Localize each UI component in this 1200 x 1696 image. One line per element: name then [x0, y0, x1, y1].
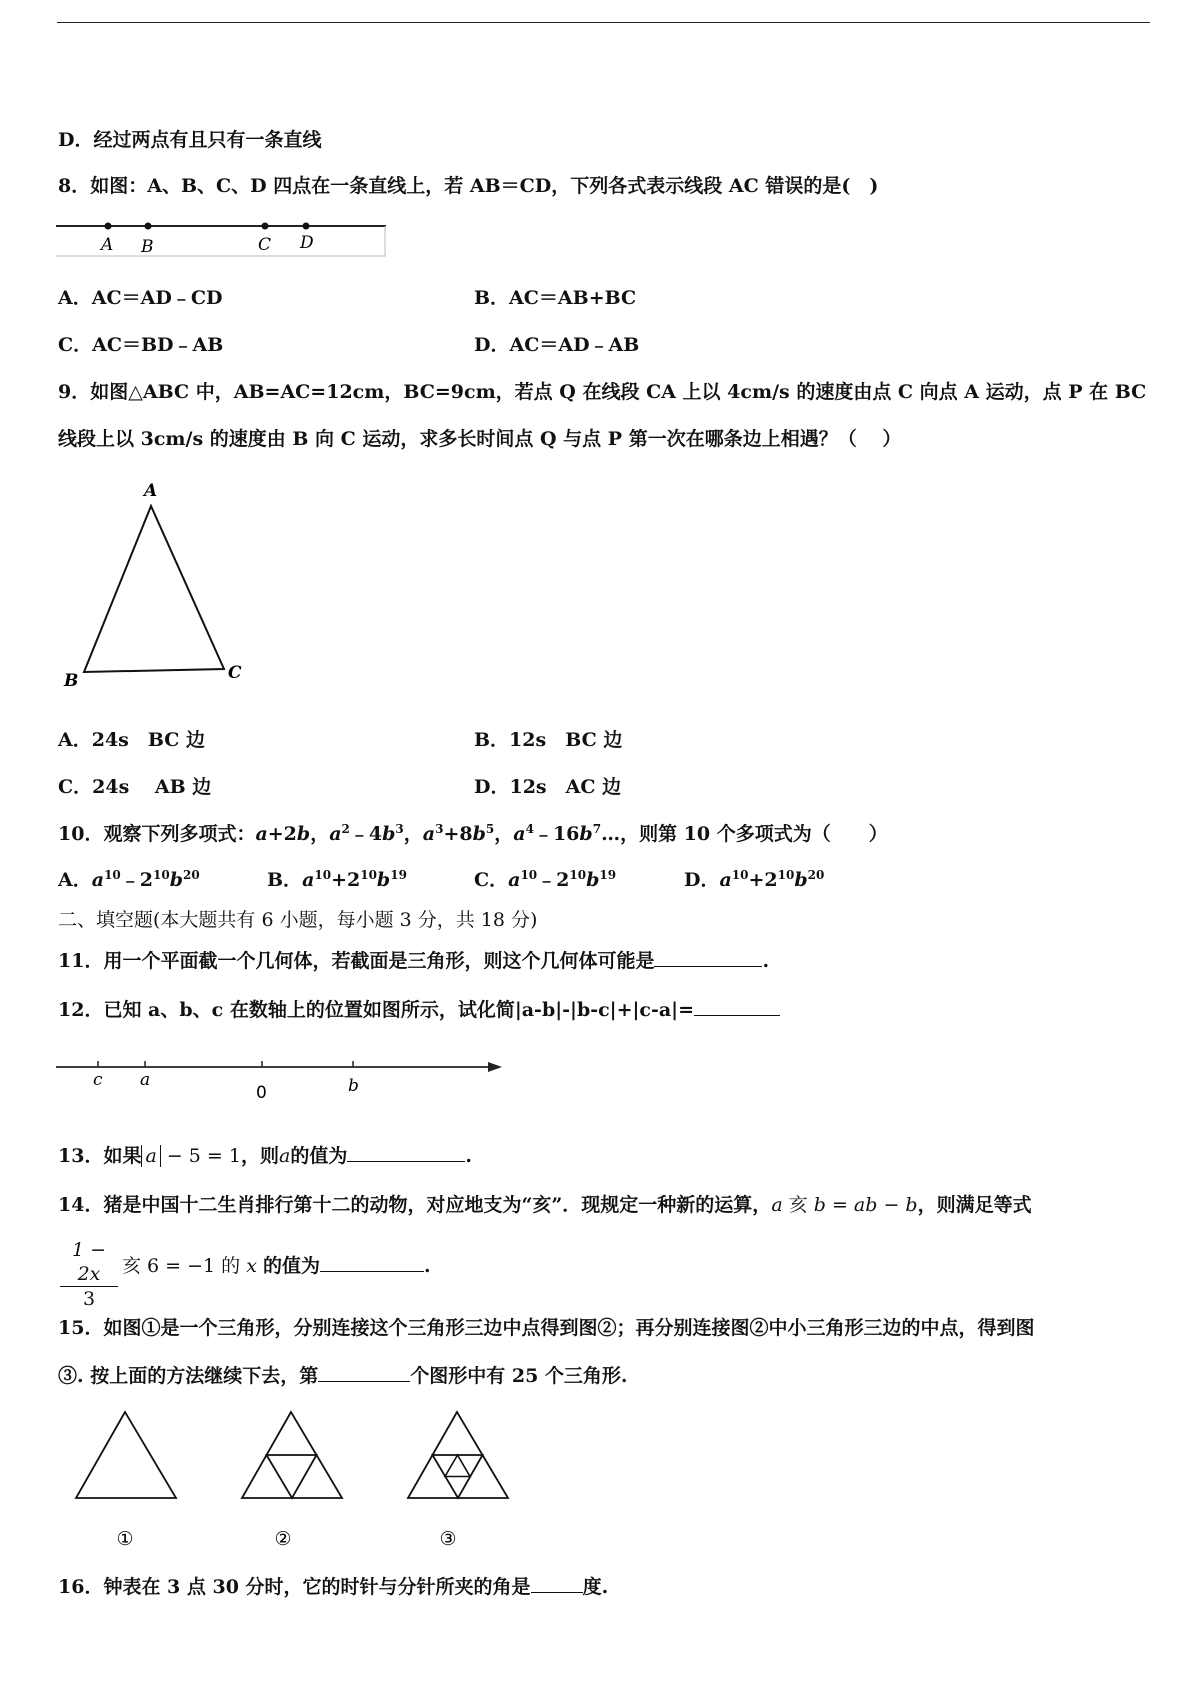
- q10-option-c: C．$a^{10}﹣2^{10}b^{19}$: [474, 868, 617, 891]
- q14-operation: a 亥 b = ab − b: [771, 1194, 918, 1216]
- q15-line2: ③. 按上面的方法继续下去，第 个图形中有 25 个三角形.: [58, 1365, 628, 1387]
- q8-label-a: A: [101, 235, 114, 255]
- q11-answer-blank: [654, 948, 762, 967]
- q9-stem-line1: 9．如图△ABC 中，AB=AC=12cm，BC=9cm，若点 Q 在线段 CA 上以 4cm/s 的速度由点 C 向点 A 运动，点 P 在 BC: [58, 381, 1147, 403]
- q8-option-c: C．AC＝BD﹣AB: [58, 334, 224, 356]
- q9-option-d: D．12s AC 边: [474, 776, 622, 798]
- q10-stem-prefix: 10．观察下列多项式：: [58, 823, 256, 845]
- q16-answer-blank: [531, 1574, 583, 1593]
- q14-fraction: [58, 1238, 120, 1311]
- q14-answer-blank: [320, 1253, 424, 1272]
- q12-label-b: b: [348, 1076, 359, 1096]
- q8-stem: 8．如图：A、B、C、D 四点在一条直线上，若 AB＝CD，下列各式表示线段 AC 错误的是( ): [58, 175, 879, 197]
- q15-figure-3: [408, 1412, 508, 1498]
- q8-label-d: D: [300, 233, 314, 253]
- q8-label-c: C: [258, 235, 272, 255]
- q9-option-b: B．12s BC 边: [474, 729, 623, 751]
- q11-stem: 11．用一个平面截一个几何体，若截面是三角形，则这个几何体可能是 .: [58, 950, 770, 972]
- q10-polynomials: a+2b，$a^2﹣4b^3$，$a^3+8b^5$，$a^4﹣16b^7\dots$: [255, 822, 621, 845]
- q15-figure-2: [242, 1412, 342, 1498]
- q10-option-d: D．$a^{10}+2^{10}b^{20}$: [684, 868, 825, 891]
- q14-frac-numerator: 1 − 2x: [71, 1239, 107, 1285]
- q8-option-d: D．AC＝AD﹣AB: [474, 334, 640, 356]
- q15-line1: 15．如图①是一个三角形，分别连接这个三角形三边中点得到图②；再分别连接图②中小三角形三边的中点，得到图: [58, 1317, 1035, 1339]
- q13-stem: 13．如果 a − 5 = 1，则a的值为 .: [58, 1145, 472, 1167]
- q12-label-c: c: [93, 1070, 103, 1090]
- q9-label-b: B: [64, 671, 79, 688]
- q12-answer-blank: [694, 997, 780, 1016]
- q10-stem: [58, 822, 888, 846]
- q15-label-1: ①: [116, 1528, 134, 1550]
- q12-label-zero: 0: [256, 1083, 267, 1103]
- q9-option-a: A．24s BC 边: [58, 729, 206, 751]
- header-rule: [57, 22, 1150, 23]
- q10-option-a: A．$a^{10}﹣2^{10}b^{20}$: [58, 868, 200, 891]
- q9-label-c: C: [228, 663, 242, 683]
- q16-stem: 16．钟表在 3 点 30 分时，它的时针与分针所夹的角是 度.: [58, 1576, 609, 1598]
- q8-line-figure: [56, 210, 386, 260]
- q10-stem-suffix: ，则第 10 个多项式为（ ）: [620, 823, 888, 845]
- q12-label-a: a: [140, 1070, 151, 1090]
- q15-label-3: ③: [439, 1528, 457, 1550]
- q14-line1: 14．猪是中国十二生肖排行第十二的动物，对应地支为“亥”．现规定一种新的运算，a 亥 b = ab − b，则满足等式: [58, 1194, 1032, 1216]
- q9-triangle-figure: [56, 478, 256, 688]
- q14-frac-denominator: 3: [82, 1288, 96, 1310]
- section2-heading: 二、填空题(本大题共有 6 小题，每小题 3 分，共 18 分): [58, 909, 538, 931]
- q9-stem-line2: 线段上以 3cm/s 的速度由 B 向 C 运动，求多长时间点 Q 与点 P 第一次在哪条边上相遇？（ ）: [58, 428, 902, 450]
- q13-answer-blank: [347, 1143, 465, 1162]
- q8-option-a: A．AC＝AD﹣CD: [58, 287, 223, 309]
- q14-line2: 亥 6 = −1 的 x 的值为 .: [122, 1255, 431, 1277]
- q15-figure-1: [76, 1412, 176, 1498]
- q12-stem: 12．已知 a、b、c 在数轴上的位置如图所示，试化简|a-b|-|b-c|+|c-a|=: [58, 997, 780, 1022]
- q13-equation: a − 5 = 1: [141, 1145, 241, 1167]
- q10-option-b: B．$a^{10}+2^{10}b^{19}$: [267, 868, 407, 891]
- q9-label-a: A: [144, 481, 158, 501]
- q8-label-b: B: [141, 237, 154, 257]
- q15-figures: [68, 1410, 528, 1560]
- q7-option-d: D．经过两点有且只有一条直线: [58, 129, 322, 151]
- q8-option-b: B．AC＝AB+BC: [474, 287, 637, 309]
- q15-answer-blank: [318, 1363, 410, 1382]
- q9-option-c: C．24s AB 边: [58, 776, 212, 798]
- q15-label-2: ②: [274, 1528, 292, 1550]
- q12-number-line: [56, 1055, 506, 1105]
